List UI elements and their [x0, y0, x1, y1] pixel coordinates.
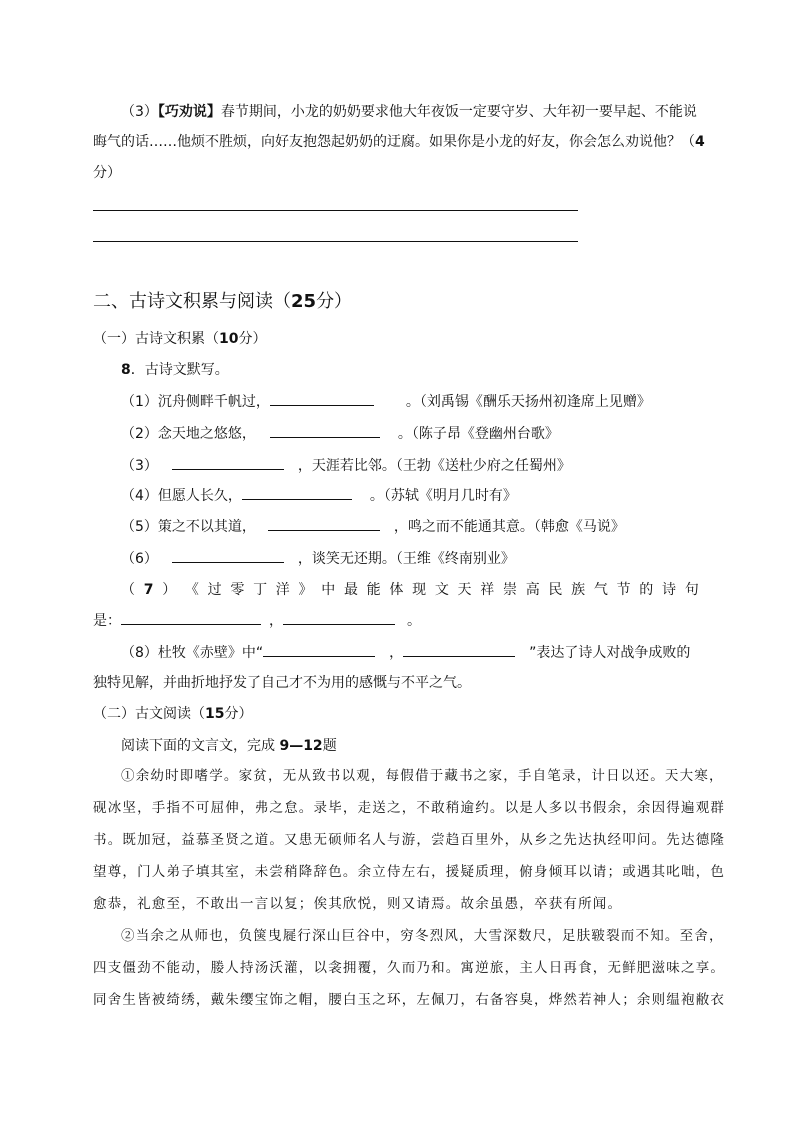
q8-heading — [121, 360, 229, 380]
passage-line: 砚冰坚，手指不可屈伸，弗之怠。录毕，走送之，不敢稍逾约。以是人多以书假余，余因得遍观群 — [93, 800, 726, 816]
section2-title-close: 分） — [316, 291, 353, 312]
fill-blank-6[interactable] — [172, 548, 284, 563]
item7-end: 。 — [407, 613, 421, 629]
poem-item-3 — [121, 455, 571, 476]
item7-char: 高 — [525, 582, 540, 598]
item7-char: 7 — [143, 582, 154, 598]
item7-char: 《 — [184, 582, 199, 598]
fill-blank-7a[interactable] — [121, 610, 261, 625]
item7-char: 祥 — [480, 582, 495, 598]
instruction-range: 9—12 — [279, 738, 323, 754]
item7-char: 族 — [571, 582, 586, 598]
q8-number: 8 — [121, 362, 131, 378]
item3-pre: （3） — [121, 458, 158, 474]
fill-blank-4[interactable] — [242, 485, 352, 500]
item7-char: 洋 — [275, 582, 290, 598]
q7-3-line2 — [93, 132, 705, 152]
item7-char: 现 — [412, 582, 427, 598]
fill-blank-8a[interactable] — [263, 642, 375, 657]
poem-item-6 — [121, 548, 515, 569]
fill-blank-1[interactable] — [270, 391, 374, 406]
poem-item-7-line2 — [93, 610, 421, 631]
poem-item-8-line2: 独特见解，并曲折地抒发了自己才不为用的感慨与不平之气。 — [93, 675, 471, 691]
q7-3-text2c: 他烦不胜烦，向好友抱怨起奶奶的迂腐。如果你是小龙的好友，你会怎么劝说他？（ — [177, 134, 695, 150]
item4-post: 。（苏轼《明月几时有》 — [369, 488, 517, 504]
passage-line: 书。既加冠，益慕圣贤之道。又患无硕师名人与游，尝趋百里外，从乡之先达执经叩问。先达德隆 — [93, 832, 726, 848]
item1-pre: （1）沉舟侧畔千帆过， — [121, 394, 270, 410]
item7-char: 丁 — [253, 582, 268, 598]
item6-pre: （6） — [121, 551, 158, 567]
passage-line: ①余幼时即嗜学。家贫，无从致书以观，每假借于藏书之家，手自笔录，计日以还。天大寒， — [121, 768, 724, 784]
item7-char: 过 — [207, 582, 222, 598]
item5-post: ，鸣之而不能通其意。（韩愈《马说》 — [393, 519, 625, 535]
part2-title-close: 分） — [224, 706, 253, 722]
item7-char: 民 — [548, 582, 563, 598]
part1-title — [93, 329, 266, 349]
fill-blank-5[interactable] — [268, 516, 380, 531]
item7-char: 节 — [616, 582, 631, 598]
poem-item-7-line1 — [93, 580, 699, 600]
item7-char: 文 — [434, 582, 449, 598]
item7-char: 中 — [321, 582, 336, 598]
item7-char: （ — [121, 582, 135, 598]
item7-char: 体 — [389, 582, 404, 598]
item7-char: 句 — [684, 582, 699, 598]
item8-pre: （8）杜牧《赤壁》中“ — [121, 645, 264, 661]
item4-pre: （4）但愿人长久， — [121, 488, 242, 504]
item3-post: ，天涯若比邻。（王勃《送杜少府之任蜀州》 — [297, 458, 571, 474]
item7-char: 》 — [298, 582, 313, 598]
fill-blank-3[interactable] — [172, 455, 284, 470]
instruction-text: 阅读下面的文言文，完成 — [121, 738, 280, 754]
item2-post: 。（陈子昂《登幽州台歌》 — [397, 426, 559, 442]
item7-char: ） — [162, 582, 177, 598]
q7-3-ellipsis: …… — [149, 134, 177, 150]
item7-comma: ， — [269, 613, 283, 629]
q7-3-line3: 分） — [93, 165, 121, 181]
poem-item-4 — [121, 485, 517, 506]
instruction-end: 题 — [322, 738, 337, 754]
section2-score: 25 — [291, 291, 317, 312]
item5-pre: （5）策之不以其道， — [121, 519, 256, 535]
part2-title — [93, 704, 252, 724]
part2-score: 15 — [205, 706, 225, 722]
item7-char: 气 — [593, 582, 608, 598]
item7-char: 零 — [230, 582, 245, 598]
part2-instruction — [121, 736, 337, 756]
item7-char: 最 — [343, 582, 358, 598]
part1-score: 10 — [219, 331, 239, 347]
passage-line: ②当余之从师也，负箧曳屣行深山巨谷中，穷冬烈风，大雪深数尺，足肤皲裂而不知。至舍， — [121, 928, 724, 944]
part2-title-text: （二）古文阅读（ — [93, 706, 205, 722]
passage-line: 四支僵劲不能动，媵人持汤沃灌，以衾拥覆，久而乃和。寓逆旅，主人日再食，无鲜肥滋味之享。 — [93, 960, 726, 976]
passage-line: 望尊，门人弟子填其室，未尝稍降辞色。余立侍左右，援疑质理，俯身倾耳以请；或遇其叱咄，色 — [93, 864, 726, 880]
item8-comma: ， — [389, 645, 404, 661]
q8-label: ．古诗文默写。 — [130, 362, 229, 378]
item7-char: 天 — [457, 582, 472, 598]
q7-3-tag: 【巧劝说】 — [157, 104, 221, 120]
answer-line-1[interactable] — [93, 210, 578, 211]
item7-char: 能 — [366, 582, 381, 598]
q7-3-score: 4 — [695, 134, 705, 150]
poem-item-1 — [121, 391, 651, 412]
item7-line2-pre: 是： — [93, 613, 121, 629]
part1-title-close: 分） — [238, 331, 267, 347]
item1-post: 。（刘禹锡《酬乐天扬州初逢席上见赠》 — [405, 394, 651, 410]
passage-line: 愈恭，礼愈至，不敢出一言以复；俟其欣悦，则又请焉。故余虽愚，卒获有所闻。 — [93, 896, 623, 912]
q7-3-text2a: 晦气的话 — [93, 134, 149, 150]
part1-title-text: （一）古诗文积累（ — [93, 331, 219, 347]
item2-pre: （2）念天地之悠悠， — [121, 426, 256, 442]
q7-3-line1 — [121, 102, 697, 122]
item8-post: ”表达了诗人对战争成败的 — [529, 645, 691, 661]
fill-blank-8b[interactable] — [403, 642, 515, 657]
fill-blank-2[interactable] — [270, 423, 380, 438]
section2-title-text: 二、古诗文积累与阅读（ — [93, 291, 291, 312]
item7-char: 崇 — [502, 582, 517, 598]
answer-line-2[interactable] — [93, 241, 578, 242]
poem-item-8-line1 — [121, 642, 690, 663]
poem-item-5 — [121, 516, 625, 537]
item7-char: 诗 — [662, 582, 676, 598]
fill-blank-7b[interactable] — [283, 610, 395, 625]
item6-post: ，谈笑无还期。（王维《终南别业》 — [297, 551, 515, 567]
item7-char: 的 — [639, 582, 654, 598]
q7-3-number: （3） — [121, 104, 158, 120]
q7-3-text1: 春节期间，小龙的奶奶要求他大年夜饭一定要守岁、大年初一要早起、不能说 — [220, 104, 697, 120]
passage-line: 同舍生皆被绮绣，戴朱缨宝饰之帽，腰白玉之环，左佩刀，右备容臭，烨然若神人；余则缊袍敝衣 — [93, 992, 726, 1008]
section2-title — [93, 290, 352, 314]
poem-item-2 — [121, 423, 559, 444]
